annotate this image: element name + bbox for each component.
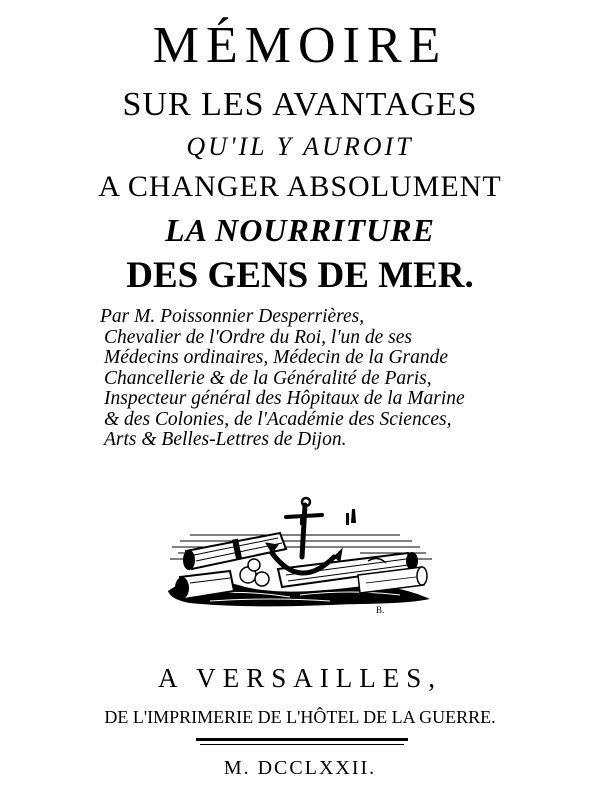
author-line: Médecins ordinaires, Médecin de la Grande	[104, 347, 449, 368]
author-line: Inspecteur général des Hôpitaux de la Marine	[104, 388, 465, 409]
title-line-6: DES GENS DE MER.	[126, 255, 474, 296]
main-title: MÉMOIRE	[152, 17, 448, 74]
vignette-signature: B.	[376, 605, 385, 615]
imprint-printer: DE L'IMPRIMERIE DE L'HÔTEL DE LA GUERRE.	[104, 707, 496, 727]
imprint-city: A VERSAILLES,	[157, 663, 443, 693]
author-line: Par M. Poissonnier Desperrières,	[100, 306, 365, 327]
author-line: Arts & Belles-Lettres de Dijon.	[104, 429, 347, 450]
title-line-4: A CHANGER ABSOLUMENT	[98, 170, 502, 203]
author-block	[100, 307, 522, 451]
imprint-year: M. DCCLXXII.	[223, 757, 377, 779]
author-line: Chevalier de l'Ordre du Roi, l'un de ses	[104, 326, 413, 348]
author-line: & des Colonies, de l'Académie des Sciences,	[104, 408, 452, 430]
double-rule-thick	[196, 738, 408, 741]
author-line: Chancellerie & de la Généralité de Paris,	[104, 367, 432, 389]
title-line-3: QU'IL Y AUROIT	[186, 132, 414, 161]
title-line-2: SUR LES AVANTAGES	[122, 86, 478, 123]
anchor-cannon-vignette-icon	[150, 495, 450, 620]
title-line-5: LA NOURRITURE	[165, 212, 435, 248]
double-rule-thin	[200, 744, 404, 745]
